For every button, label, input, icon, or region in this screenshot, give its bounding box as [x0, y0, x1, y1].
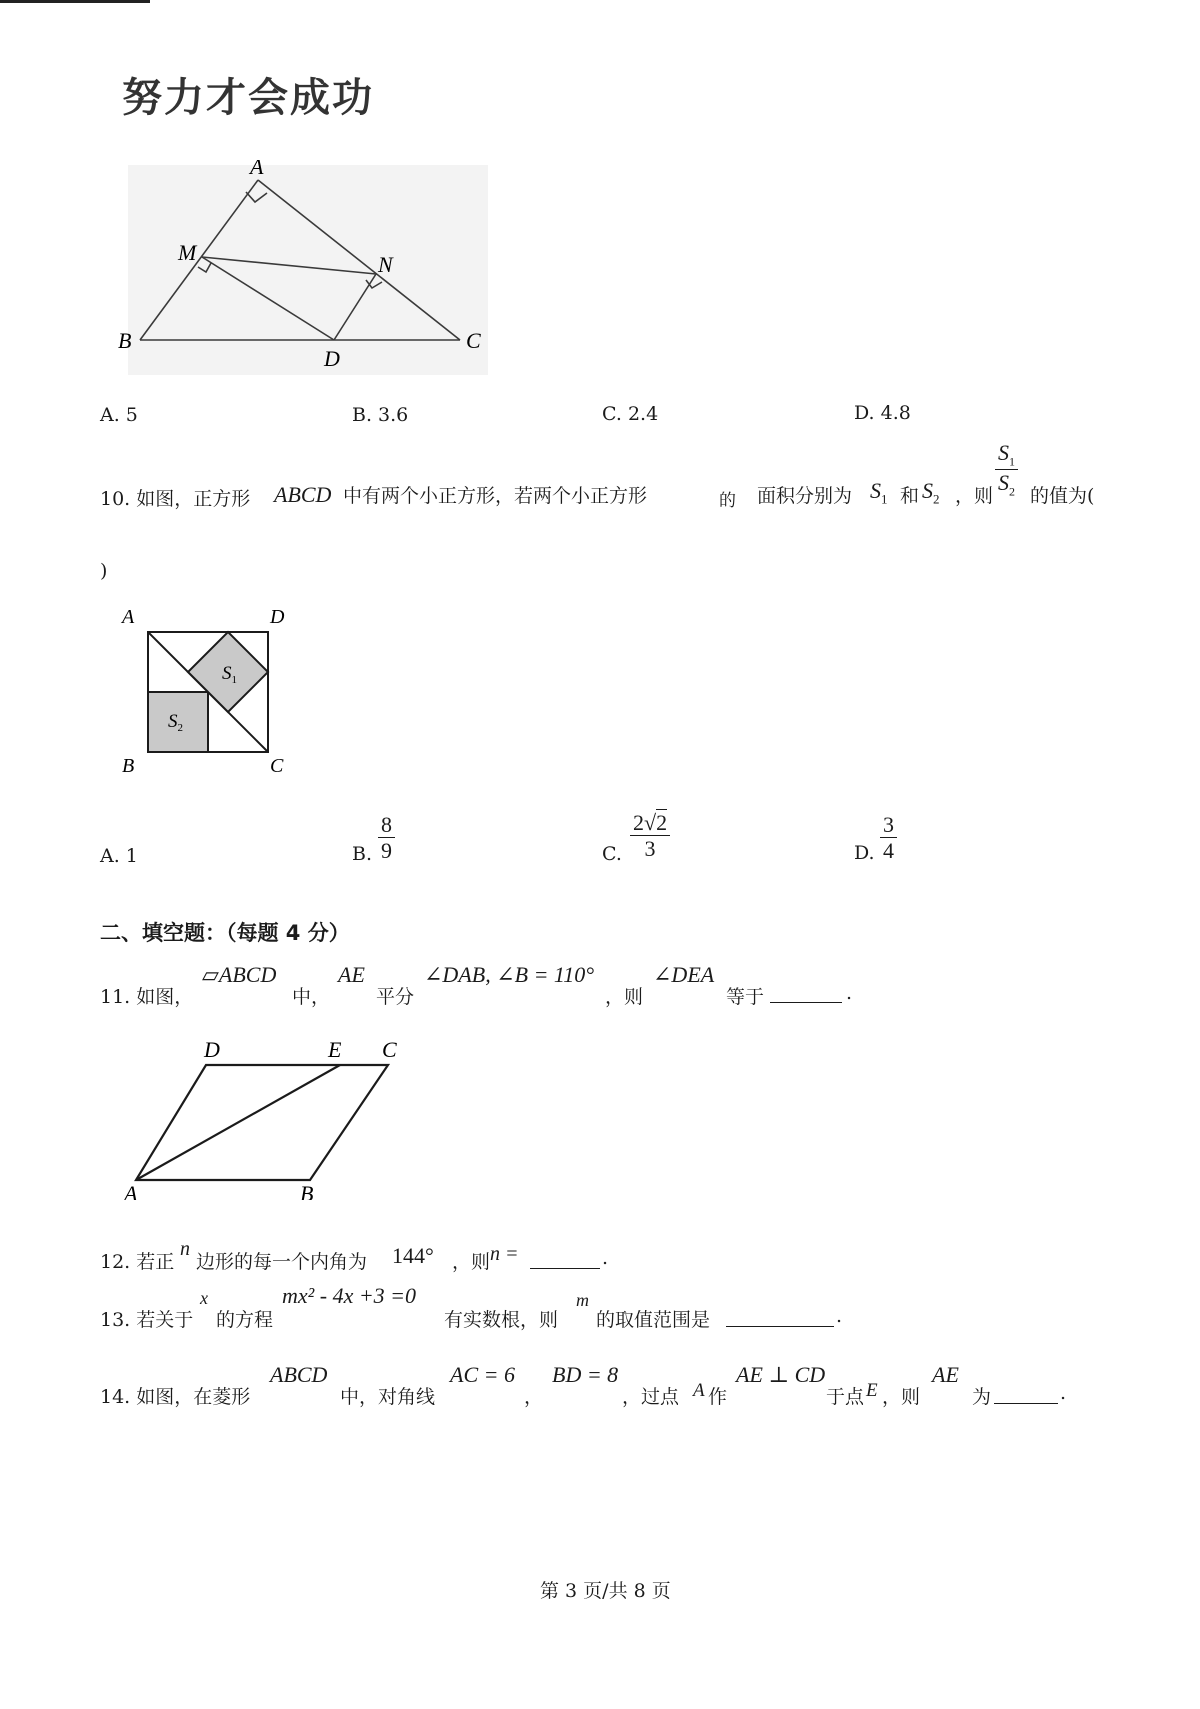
q13-end: . [836, 1305, 843, 1327]
q11-zhong: 中， [292, 986, 331, 1008]
q11-pingfen: 平分 [376, 986, 415, 1008]
q14-point-e: E [866, 1380, 878, 1401]
q12-mid: 边形的每一个内角为 [196, 1251, 368, 1273]
square-figure [120, 605, 300, 775]
q11-condition: ∠DAB, ∠B = 110° [424, 962, 595, 987]
q14-ac: AC = 6 [450, 1362, 515, 1387]
q14-ze: ，则 [882, 1386, 921, 1408]
q14-point-a: A [693, 1380, 705, 1401]
q13-mid: 的方程 [216, 1309, 274, 1331]
q12-n: n [180, 1238, 190, 1260]
label-d: D [324, 346, 340, 371]
figure-background [128, 165, 488, 375]
q10-mid: 中有两个小正方形，若两个小正方形 [343, 485, 648, 507]
q10-s2: $S_2$ [922, 478, 940, 507]
parallelogram-figure [120, 1035, 420, 1200]
sq-label-s2: $S_2$ [168, 711, 183, 734]
q10-ratio: $\frac{S_1}{S_2}$ [995, 440, 1018, 499]
q10-option-a: A. 1 [100, 845, 138, 867]
q13-prefix: 13. 若关于 [100, 1309, 194, 1331]
sq-label-b: B [122, 755, 135, 775]
q11-angle-dea: ∠DEA [653, 962, 715, 987]
q10-option-c-label: C. [602, 843, 622, 865]
q14-end: . [1060, 1382, 1067, 1404]
page-banner: 努力才会成功 [122, 75, 374, 121]
q14-yu: 于点 [826, 1386, 865, 1408]
q10-de: 的 [719, 491, 736, 511]
q14-prefix: 14. 如图，在菱形 [100, 1386, 251, 1408]
sq-label-a: A [122, 606, 135, 628]
q14-mid: 中，对角线 [340, 1386, 436, 1408]
q13-answer-blank[interactable] [726, 1308, 834, 1327]
q10-s1: $S_1$ [870, 478, 888, 507]
segment-ae [136, 1065, 340, 1180]
q11-dengyu: 等于 [726, 986, 765, 1008]
q13-tail: 的取值范围是 [596, 1309, 711, 1331]
q10-area: 面积分别为 [757, 485, 853, 507]
q12-end: . [602, 1247, 609, 1269]
q10-close: ) [100, 560, 108, 582]
q10-option-d-fraction: $\frac{3}{4}$ [880, 812, 897, 864]
label-a: A [250, 160, 264, 179]
q13-equation: mx² - 4x +3 =0 [282, 1283, 417, 1308]
q14-zuo: 作 [708, 1386, 728, 1408]
q10-tail: 的值为( [1030, 485, 1095, 507]
q13-mid2: 有实数根，则 [444, 1309, 559, 1331]
q14-abcd: ABCD [270, 1362, 328, 1387]
q10-ze: ，则 [955, 485, 994, 507]
q11-prefix: 11. 如图， [100, 986, 194, 1008]
q12-prefix: 12. 若正 [100, 1251, 175, 1273]
q9-option-a: A. 5 [100, 404, 138, 426]
label-b: B [118, 328, 132, 353]
parallelogram-abcd [136, 1065, 388, 1180]
q9-option-d: D. 4.8 [854, 402, 911, 424]
q14-perp: AE ⊥ CD [736, 1362, 826, 1387]
q10-option-c-fraction: $\frac{2√2}{3}$ [630, 810, 670, 862]
q11-end: . [846, 982, 853, 1004]
q12-angle: 144° [392, 1243, 434, 1268]
q11-parallelogram: ▱ABCD [202, 962, 277, 987]
q9-option-c: C. 2.4 [602, 403, 659, 425]
section-heading-fill-blank: 二、填空题：（每题 4 分） [100, 921, 350, 945]
q14-guo: ，过点 [622, 1386, 680, 1408]
q11-ae: AE [338, 962, 365, 987]
sq-label-c: C [270, 755, 284, 775]
q10-he: 和 [900, 485, 920, 507]
para-label-d: D [204, 1037, 220, 1062]
top-edge-line [0, 0, 150, 3]
q13-x: x [200, 1288, 208, 1308]
q12-ze: ，则 [452, 1251, 491, 1273]
q14-comma: ， [524, 1386, 544, 1408]
page-number-footer: 第 3 页/共 8 页 [540, 1580, 671, 1602]
q12-answer-blank[interactable] [530, 1250, 600, 1269]
q14-ae: AE [932, 1362, 959, 1387]
q10-prefix: 10. 如图，正方形 [100, 488, 251, 510]
q10-option-b-fraction: $\frac{8}{9}$ [378, 812, 395, 864]
q10-abcd: ABCD [274, 482, 332, 507]
q10-option-d-label: D. [854, 842, 875, 864]
q9-option-b: B. 3.6 [352, 404, 409, 426]
para-label-c: C [382, 1037, 397, 1062]
label-c: C [466, 328, 481, 353]
label-m: M [178, 240, 197, 265]
q14-wei: 为 [972, 1386, 992, 1408]
para-label-a: A [124, 1181, 138, 1200]
label-n: N [378, 252, 393, 277]
q12-neq: n = [490, 1243, 519, 1265]
sq-label-d: D [270, 606, 285, 628]
q13-m: m [576, 1290, 589, 1310]
q14-answer-blank[interactable] [994, 1385, 1058, 1404]
q10-option-b-label: B. [352, 843, 373, 865]
para-label-e: E [328, 1037, 342, 1062]
q11-ze: ，则 [605, 986, 644, 1008]
q11-answer-blank[interactable] [770, 984, 842, 1003]
para-label-b: B [300, 1181, 314, 1200]
triangle-figure [118, 160, 498, 380]
sq-label-s1: $S_1$ [222, 663, 237, 686]
q14-bd: BD = 8 [552, 1362, 619, 1387]
